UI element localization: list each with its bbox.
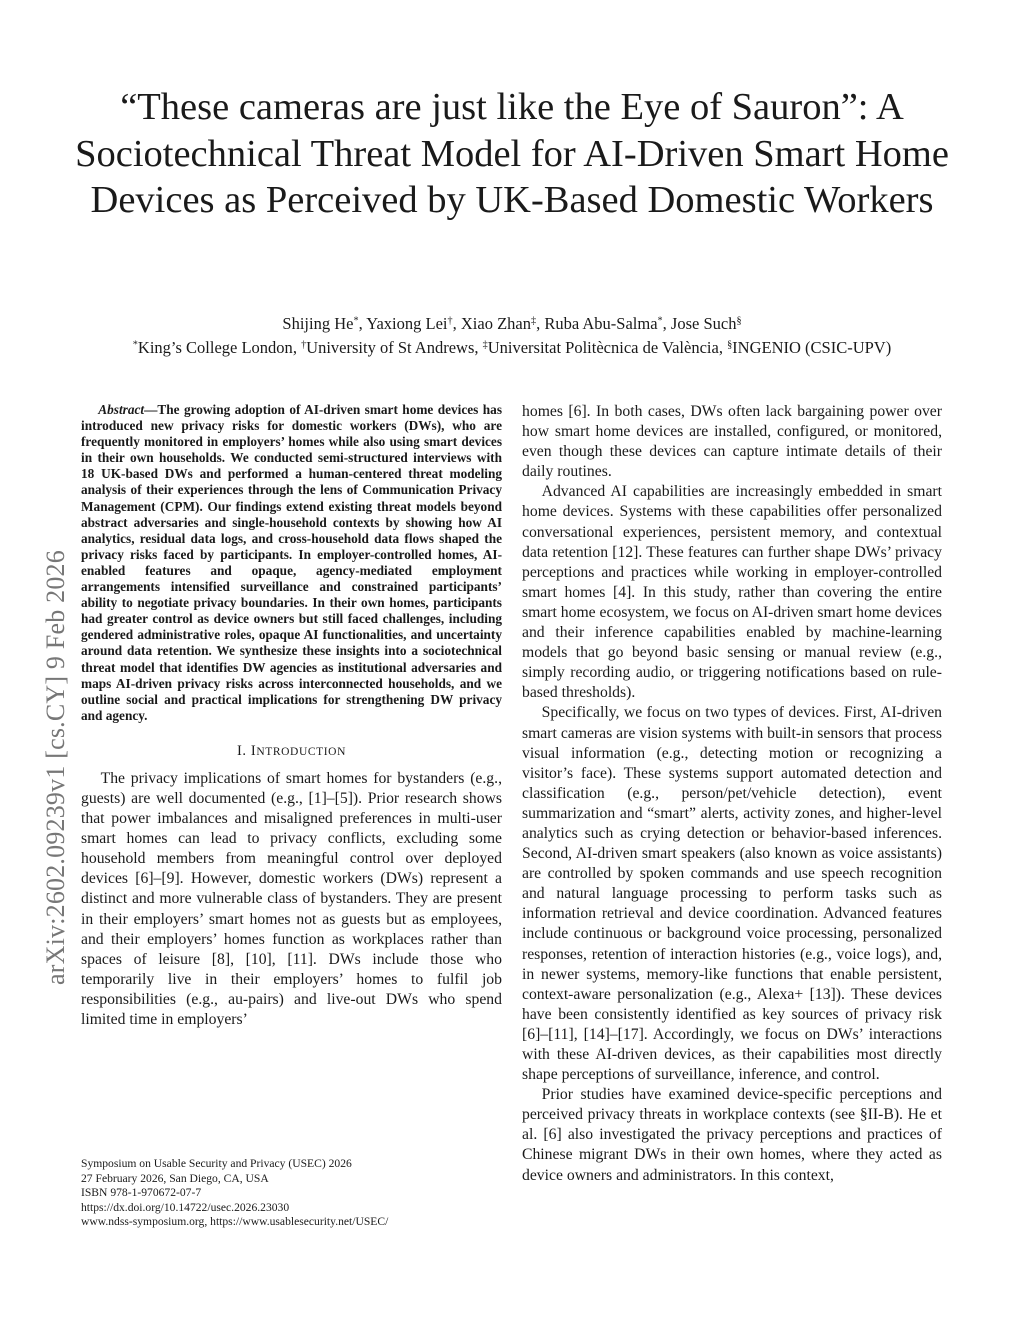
affiliation-mark: * — [132, 339, 138, 351]
body-paragraph: homes [6]. In both cases, DWs often lack bargaining power over how smart home devices are installed, configured, or monitored, even though these devices can capture intimate details of their daily routines. — [522, 403, 942, 481]
author-affil-mark: § — [736, 315, 742, 327]
body-paragraph: Specifically, we focus on two types of devices. First, AI-driven smart cameras are vision systems with built-in sensors that process visual information (e.g., detecting motion or recognizing a visitor’s face). These systems support automated detection and classification (e.g., person/pet/vehicle detection), event summarization and “smart” alerts, activity zones, and higher-level analytics such as crying detection or behavior-based inferences. Second, AI-driven smart speakers (also known as voice assistants) are controlled by spoken commands and use speech recognition and natural language processing to perform tasks such as information retrieval and device coordination. Advanced features include continuous or background voice processing, personalized responses, retention of interaction histories (e.g., voice logs), and, in newer systems, memory-like functions that enable persistent, context-aware personalization (e.g., Alexa+ [13]). These devices have been consistently identified as key sources of privacy risk [6]–[11], [14]–[17]. Accordingly, we focus on DWs’ interactions with these AI-driven devices, as their capabilities most directly shape perceptions of surveillance, inference, and control. — [522, 704, 942, 1084]
footnote-isbn: ISBN 978-1-970672-07-7 — [81, 1186, 202, 1200]
footnote-urls: www.ndss-symposium.org, https://www.usablesecurity.net/USEC/ — [81, 1215, 389, 1229]
affiliation-name: INGENIO (CSIC-UPV) — [732, 338, 892, 357]
author-name: Shijing He — [282, 314, 354, 333]
affiliation-mark: § — [727, 339, 733, 351]
body-paragraph: The privacy implications of smart homes for bystanders (e.g., guests) are well documented (e.g., [1]–[5]). Prior research shows that power imbalances and misaligned preferences in multi-user smart homes can lead to privacy conflicts, excluding some household members from meaningful control over deployed devices [6]–[9]. However, domestic workers (DWs) represent a distinct and more vulnerable class of bystanders. They are present in their employers’ smart homes not as guests but as employees, and their employers’ homes function as workplaces rather than spaces of leisure [8], [10], [11]. DWs include those who temporarily live in their employers’ homes to fulfil job responsibilities (e.g., au-pairs) and live-out DWs who spend limited time in employers’ — [81, 769, 502, 1028]
body-paragraph: Advanced AI capabilities are increasingly embedded in smart home devices. Systems with these capabilities offer personalized conversational experiences, persistent memory, and contextual data retention [12]. These features can further shape DWs’ privacy perceptions and practices while working in employer-controlled smart homes [4]. In this study, rather than covering the entire smart home ecosystem, we focus on AI-driven smart home devices and their inference capabilities enabled by machine-learning models that go beyond basic sensing or manual review (e.g., simply recording audio, or triggering notifications based on rule-based thresholds). — [522, 483, 942, 702]
paper-title: “These cameras are just like the Eye of Sauron”: A Sociotechnical Threat Model for AI-Driven Smart Home Devices as Perceived by UK-Based Domestic Workers — [75, 86, 949, 221]
conference-footnote — [81, 1157, 502, 1230]
author-affil-mark: † — [447, 315, 453, 327]
author-name: Jose Such — [670, 314, 737, 333]
affiliation-name: Universitat Politècnica de València — [487, 338, 719, 357]
footnote-venue: Symposium on Usable Security and Privacy (USEC) 2026 — [81, 1157, 352, 1170]
author-name: Yaxiong Lei — [366, 314, 448, 333]
author-name: Xiao Zhan — [460, 314, 531, 333]
author-affil-mark: ‡ — [530, 315, 537, 327]
body-paragraph: Prior studies have examined device-specific perceptions and perceived privacy threats in workplace contexts (see §II-B). He et al. [6] also investigated the privacy perceptions and practices of Chinese migrant DWs in their own homes, where they acted as device owners and administrators. In this context, — [522, 1086, 942, 1184]
author-list: Shijing He*, Yaxiong Lei†, Xiao Zhan‡, Ruba Abu-Salma*, Jose Such§ — [282, 314, 742, 333]
affiliation-mark: ‡ — [482, 339, 488, 351]
abstract-text: —The growing adoption of AI-driven smart home devices has introduced new privacy risks for domestic workers (DWs), who are frequently monitored in employers’ homes while also using smart devices in their own households. We conducted semi-structured interviews with 18 UK-based DWs and performed a human-centered threat modeling analysis of their experiences through the lens of Communication Privacy Management (CPM). Our findings extend existing threat models beyond abstract adversaries and single-household contexts by showing how AI analytics, residual data logs, and cross-household data flows shaped the privacy risks faced by participants. In employer-controlled homes, AI-enabled features and opaque, agency-mediated employment arrangements intensified surveillance and constrained participants’ ability to negotiate privacy boundaries. In their own homes, participants had greater control as device owners but still faced challenges, including gendered administrative roles, opaque AI functionalities, and uncertainty around data retention. We synthesize these insights into a sociotechnical threat model that identifies DW agencies as institutional adversaries and maps AI-driven privacy risks across interconnected households, and we outline social and practical implications for strengthening DW privacy and agency. — [81, 402, 502, 723]
affiliation-name: University of St Andrews — [306, 338, 475, 357]
section-number: I. — [237, 742, 247, 759]
affiliation-list: *King’s College London, †University of St Andrews, ‡Universitat Politècnica de València, §INGENIO (CSIC-UPV) — [132, 338, 892, 357]
author-affil-mark: * — [353, 315, 359, 327]
left-column — [81, 402, 502, 1030]
footnote-doi: https://dx.doi.org/10.14722/usec.2026.23030 — [81, 1200, 290, 1214]
footnote-date: 27 February 2026, San Diego, CA, USA — [81, 1171, 269, 1185]
affiliation-mark: † — [301, 339, 307, 351]
arxiv-sidebar-stamp: arXiv:2602.09239v1 [cs.CY] 9 Feb 2026 — [41, 550, 70, 985]
abstract-label: Abstract — [98, 402, 145, 417]
section-title-initial: I — [250, 742, 257, 759]
right-column — [522, 402, 942, 1186]
affiliation-name: King’s College London — [137, 338, 293, 357]
author-name: Ruba Abu-Salma — [544, 314, 658, 333]
author-affil-mark: * — [657, 315, 663, 327]
abstract — [81, 402, 502, 724]
section-title-rest: NTRODUCTION — [256, 745, 346, 758]
section-heading — [81, 743, 502, 760]
